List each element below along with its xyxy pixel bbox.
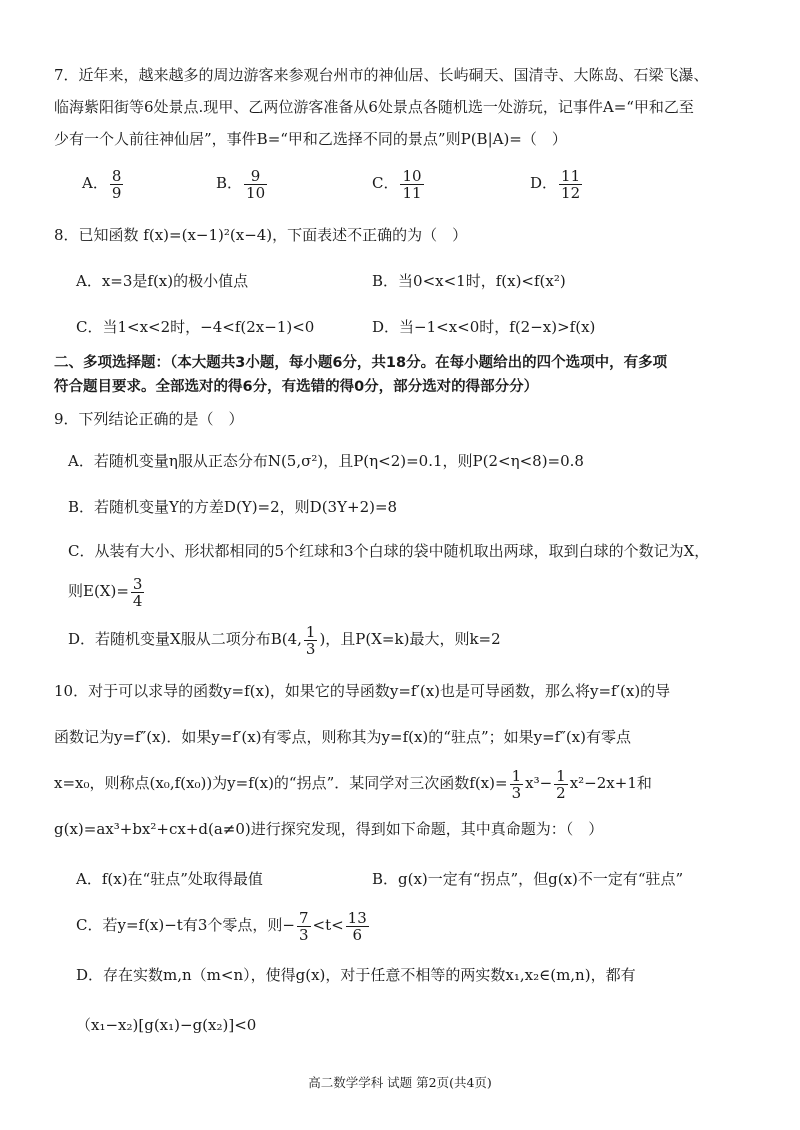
- section-2-heading-line-2: 符合题目要求。全部选对的得6分，有选错的得0分，部分选对的得部分分）: [54, 379, 539, 395]
- q9-option-c-line-2: 则E(X)= $\frac{3}{4}$: [68, 574, 143, 610]
- q8-option-d: D．当−1<x<0时，f(2−x)>f(x): [372, 318, 596, 336]
- q10-option-d-line-2: （x₁−x₂)[g(x₁)−g(x₂)]<0: [76, 1016, 257, 1034]
- q7-option-d: D． $\frac{11}{12}$: [530, 166, 581, 202]
- q7-line-2: 临海紫阳街等6处景点.现甲、乙两位游客准备从6处景点各随机选一处游玩，记事件A=“甲和乙至: [54, 98, 694, 116]
- q10-option-d-line-1: D．存在实数m,n（m<n），使得g(x)，对于任意不相等的两实数x₁,x₂∈(m,n)，都有: [76, 966, 636, 984]
- q9-option-a: A．若随机变量η服从正态分布N(5,σ²)，且P(η<2)=0.1，则P(2<η<8)=0.8: [68, 452, 584, 470]
- q10-option-a: A．f(x)在“驻点”处取得最值: [76, 870, 263, 888]
- q10-line-3: x=x₀，则称点(x₀,f(x₀))为y=f(x)的“拐点”．某同学对三次函数f(x)= $\frac{1}{3}$ x³− $\frac{1}{2}$ x²−2x+1和: [54, 766, 652, 802]
- q8-option-a: A．x=3是f(x)的极小值点: [76, 272, 249, 290]
- q9-option-c-line-1: C．从装有大小、形状都相同的5个红球和3个白球的袋中随机取出两球，取到白球的个数记为X，: [68, 542, 710, 560]
- q9-option-d: D．若随机变量X服从二项分布B(4, $\frac{1}{3}$ )，且P(X=k)最大，则k=2: [68, 622, 501, 658]
- q9-option-b: B．若随机变量Y的方差D(Y)=2，则D(3Y+2)=8: [68, 498, 398, 516]
- q7-line-3: 少有一个人前往神仙居”，事件B=“甲和乙选择不同的景点”则P(B|A)=（ ）: [54, 130, 567, 148]
- q10-line-2: 函数记为y=f″(x)．如果y=f′(x)有零点，则称其为y=f(x)的“驻点”；如果y=f″(x)有零点: [54, 728, 631, 746]
- q7-option-a: A． $\frac{8}{9}$: [82, 166, 122, 202]
- q10-line-4: g(x)=ax³+bx²+cx+d(a≠0)进行探究发现，得到如下命题，其中真命题为：（ ）: [54, 820, 604, 838]
- q7-line-1: 7．近年来，越来越多的周边游客来参观台州市的神仙居、长屿硐天、国清寺、大陈岛、石梁飞瀑、: [54, 66, 709, 84]
- q9-stem: 9．下列结论正确的是（ ）: [54, 410, 244, 428]
- q10-option-c: C．若y=f(x)−t有3个零点，则− $\frac{7}{3}$ <t< $\frac{13}{6}$: [76, 908, 367, 944]
- section-2-heading-line-1: 二、多项选择题：（本大题共3小题，每小题6分，共18分。在每小题给出的四个选项中，有多项: [54, 355, 668, 371]
- q8-option-c: C．当1<x<2时，−4<f(2x−1)<0: [76, 318, 315, 336]
- q8-option-b: B．当0<x<1时，f(x)<f(x²): [372, 272, 566, 290]
- q7-option-b: B． $\frac{9}{10}$: [216, 166, 266, 202]
- q8-stem: 8．已知函数 f(x)=(x−1)²(x−4)，下面表述不正确的为（ ）: [54, 226, 468, 244]
- q10-option-b: B．g(x)一定有“拐点”，但g(x)不一定有“驻点”: [372, 870, 684, 888]
- q7-option-c: C． $\frac{10}{11}$: [372, 166, 422, 202]
- q10-line-1: 10．对于可以求导的函数y=f(x)，如果它的导函数y=f′(x)也是可导函数，那么将y=f′(x)的导: [54, 682, 671, 700]
- page-footer: 高二数学学科 试题 第2页(共4页): [308, 1075, 492, 1090]
